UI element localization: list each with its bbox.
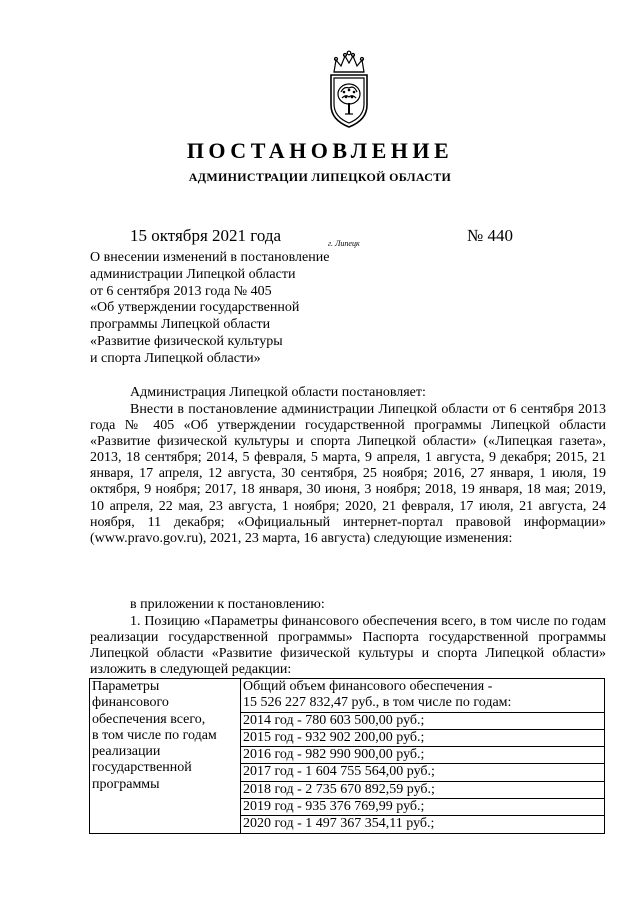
document-title: ПОСТАНОВЛЕНИЕ	[186, 138, 454, 163]
year-line: 2020 год - 1 497 367 354,11 руб.;	[243, 816, 435, 832]
subject-line: от 6 сентября 2013 года № 405	[90, 283, 272, 299]
parameter-line: финансового	[92, 695, 169, 711]
year-line: 2014 год - 780 603 500,00 руб.;	[241, 713, 604, 730]
table-row	[90, 679, 605, 834]
document-date: 15 октября 2021 года	[130, 226, 282, 245]
document-subject	[90, 250, 370, 368]
body-appendix: в приложении к постановлению:	[130, 597, 325, 612]
subject-line: О внесении изменений в постановление	[90, 250, 330, 265]
body-paragraph-1: Внести в постановление администрации Липецкой области от 6 сентября 2013 года № 405 «Об утверждении государственной программы Липецкой области «Развитие физической культуры и спорта Липецкой области» («Липецкая газета», 2013, 18 сентября; 2014, 5 февраля, 5 марта, 9 апреля, 1 августа, 9 декабря; 2015, 21 января, 17 апреля, 12 августа, 30 сентября, 25 ноября; 2016, 27 января, 1 июля, 19 октября, 9 ноября; 2017, 18 января, 30 июня, 3 ноября; 2018, 19 января, 18 мая; 2019, 10 апреля, 22 мая, 23 августа, 1 ноября; 2020, 21 февраля, 17 июля, 21 августа, 24 ноября, 11 декабря; «Официальный интернет-портал правовой информации» (www.pravo.gov.ru), 2021, 23 марта, 16 августа) следующие изменения:	[90, 402, 606, 546]
financing-table	[89, 678, 605, 834]
body-paragraph-2: 1. Позицию «Параметры финансового обеспечения всего, в том числе по годам реализации государственной программы» Паспорта государственной программы Липецкой области «Развитие физической культуры и спорта Липецкой области» изложить в следующей редакции:	[90, 614, 606, 678]
year-line: 2015 год - 932 902 200,00 руб.;	[241, 730, 604, 747]
document-number: № 440	[467, 226, 513, 245]
parameter-line: реализации	[92, 744, 161, 760]
table-cell-values	[241, 679, 605, 834]
year-line: 2019 год - 935 376 769,99 руб.;	[241, 799, 604, 816]
year-line: 2016 год - 982 990 900,00 руб.;	[241, 747, 604, 764]
parameter-line: в том числе по годам	[92, 727, 217, 743]
parameter-line: Параметры	[92, 679, 160, 694]
total-line: Общий объем финансового обеспечения -	[243, 679, 493, 694]
subject-line: и спорта Липецкой области»	[90, 350, 261, 366]
coat-of-arms-icon	[324, 50, 374, 130]
subject-line: «Развитие физической культуры	[90, 333, 283, 349]
total-line: 15 526 227 832,47 руб., в том числе по годам:	[241, 695, 604, 712]
document-city: г. Липецк	[328, 239, 360, 248]
parameter-line: государственной	[92, 760, 192, 776]
parameter-line: обеспечения всего,	[92, 711, 206, 727]
subject-line: «Об утверждении государственной	[90, 300, 300, 316]
body-intro: Администрация Липецкой области постановляет:	[130, 385, 426, 400]
table-cell-parameter	[90, 679, 241, 834]
document-subtitle: АДМИНИСТРАЦИИ ЛИПЕЦКОЙ ОБЛАСТИ	[188, 170, 452, 184]
subject-line: программы Липецкой области	[90, 317, 271, 333]
year-line: 2017 год - 1 604 755 564,00 руб.;	[241, 764, 604, 781]
parameter-line: программы	[92, 776, 160, 792]
subject-line: администрации Липецкой области	[90, 266, 296, 282]
year-line: 2018 год - 2 735 670 892,59 руб.;	[241, 782, 604, 799]
